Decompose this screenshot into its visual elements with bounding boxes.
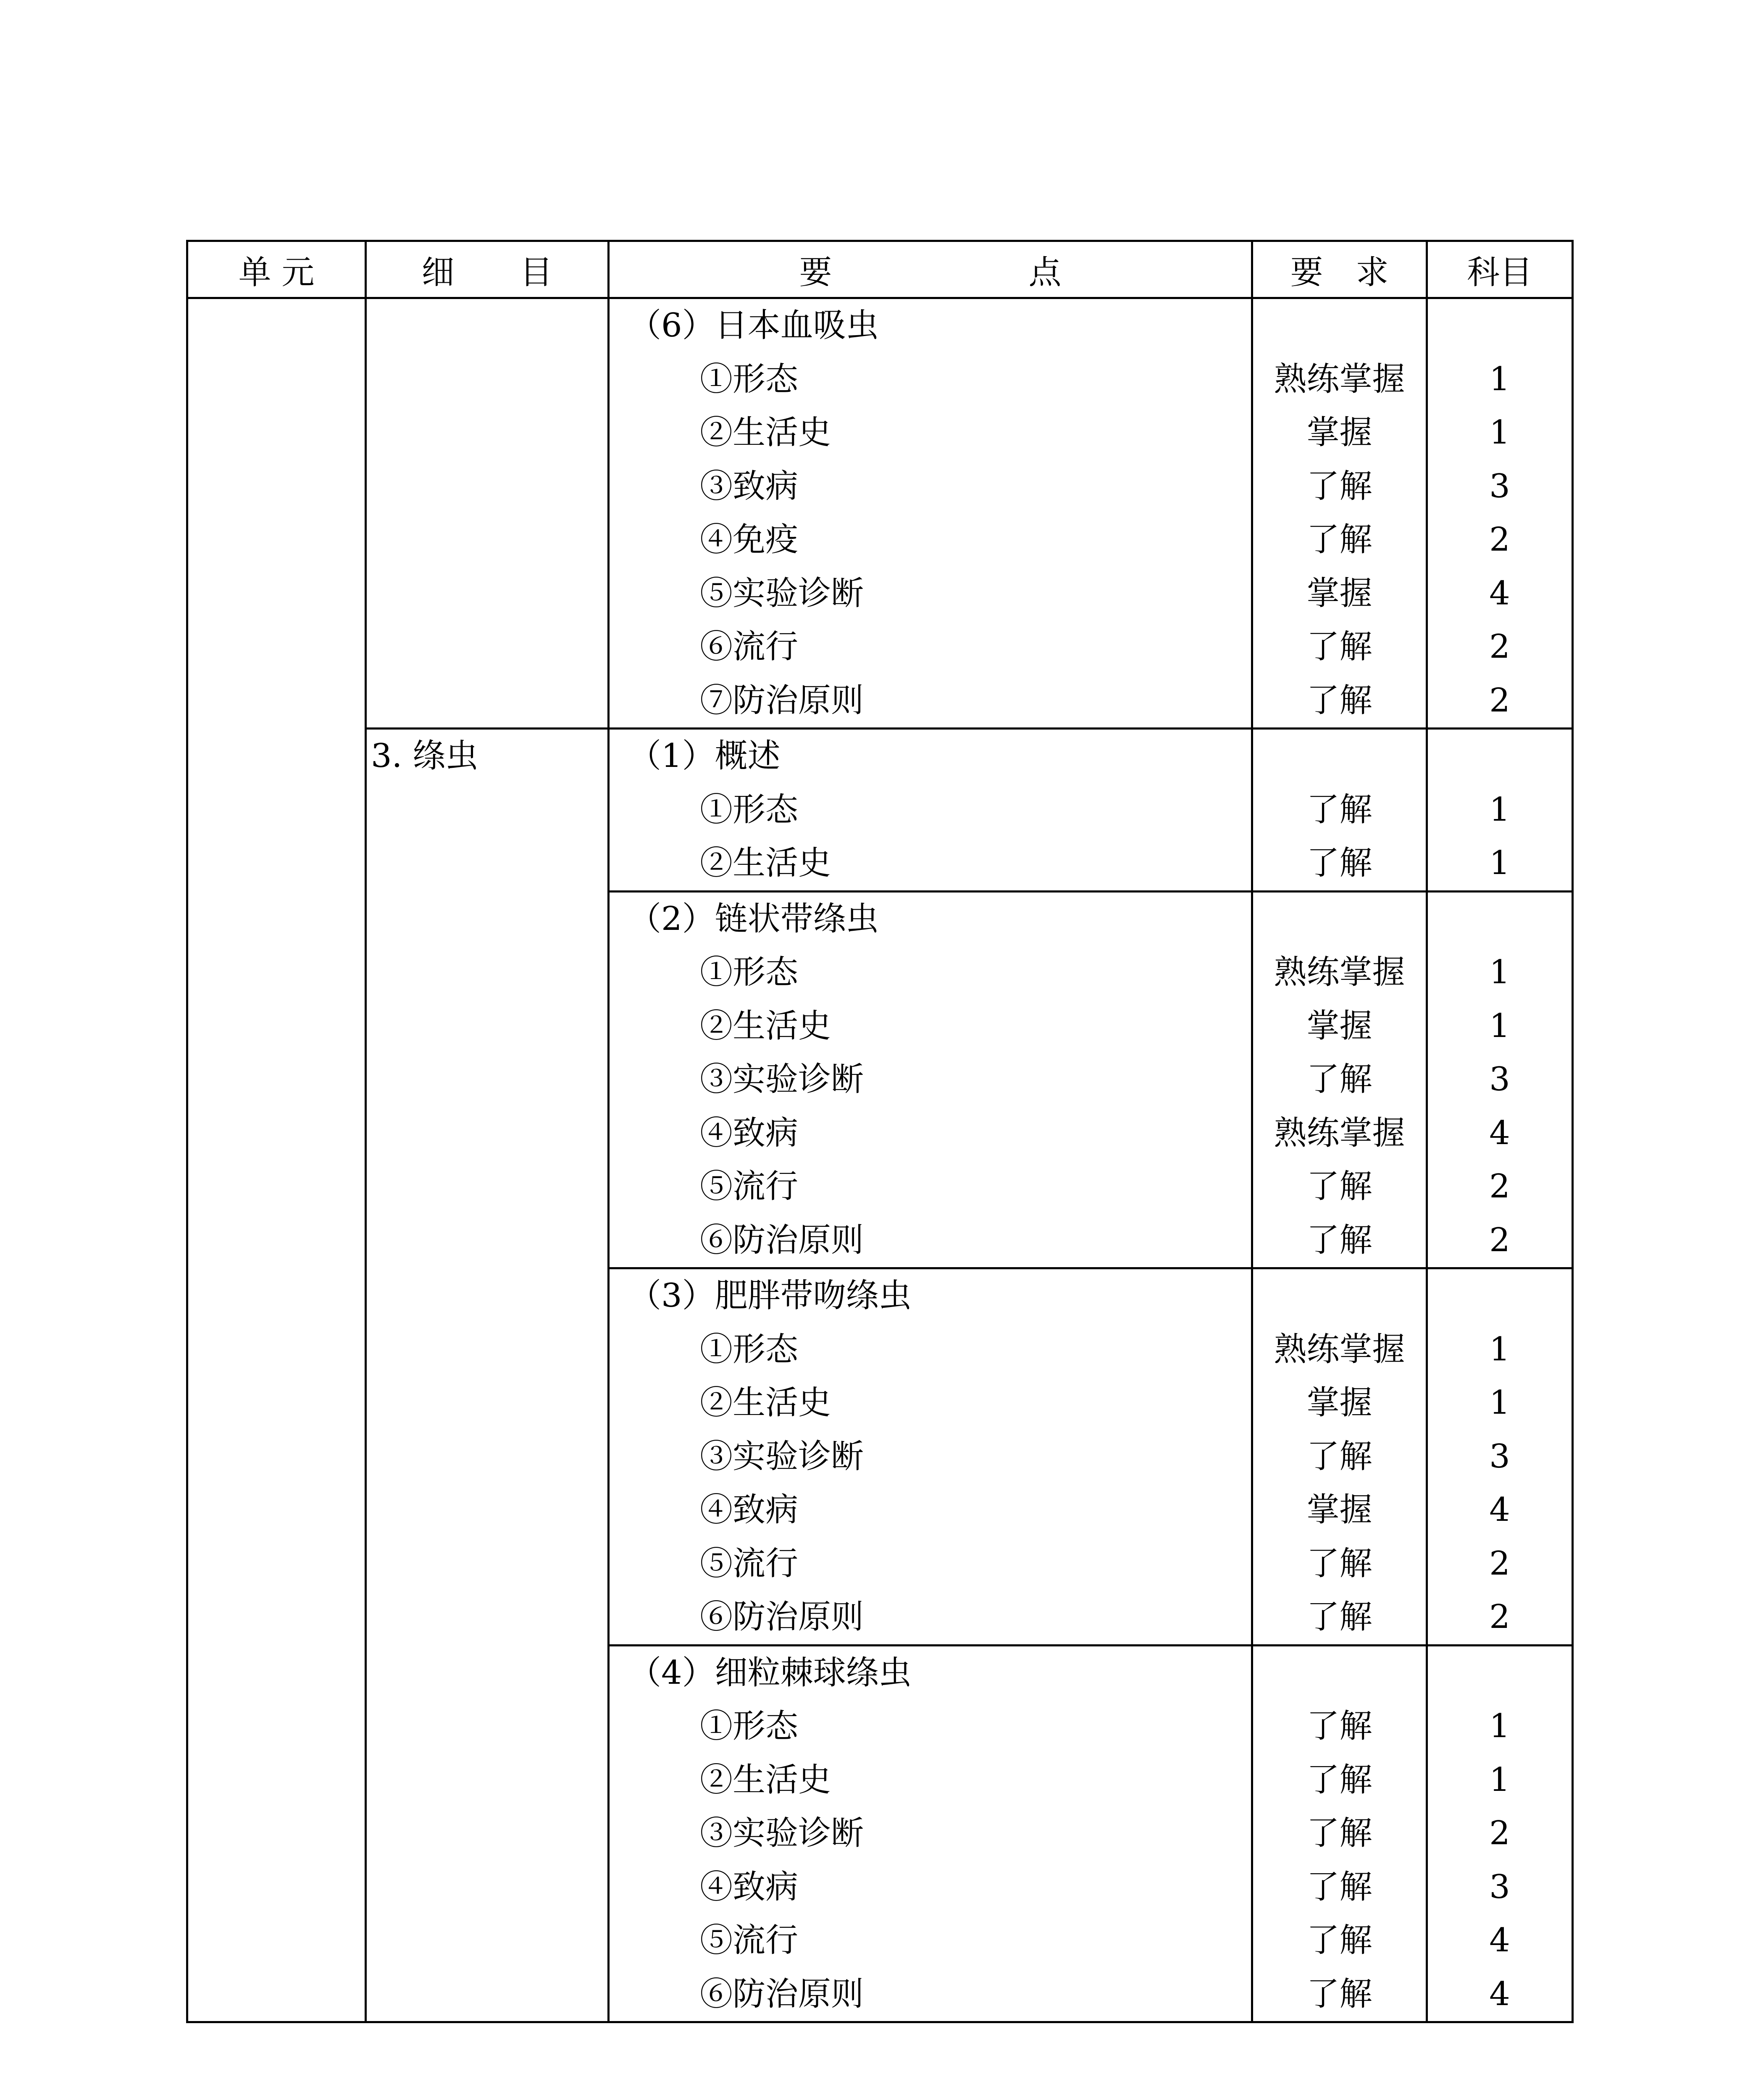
requirement-blank (1253, 730, 1426, 783)
requirement-cell (1252, 1268, 1427, 1646)
requirement-blank (1253, 892, 1426, 946)
point-item: ①形态 (700, 1707, 799, 1745)
requirement-value: 熟练掌握 (1274, 360, 1405, 398)
requirement-cell (1252, 298, 1427, 729)
requirement-cell (1252, 891, 1427, 1268)
points-cell (609, 1645, 1252, 2022)
point-item: ⑥防治原则 (700, 1975, 864, 2013)
header-subject: 科目 (1427, 241, 1573, 298)
requirement-value: 了解 (1306, 1598, 1372, 1636)
subject-blank (1428, 730, 1572, 783)
requirement-value: 掌握 (1306, 1007, 1372, 1045)
detail-cell (366, 298, 609, 729)
point-item: ②生活史 (700, 1761, 831, 1799)
requirement-value: 了解 (1306, 1707, 1372, 1745)
requirement-value: 了解 (1306, 1544, 1372, 1583)
requirement-cell (1252, 1645, 1427, 2022)
point-item: ④致病 (700, 1491, 799, 1529)
point-group-title: （3）肥胖带吻绦虫 (628, 1277, 912, 1315)
requirement-value: 了解 (1306, 628, 1372, 666)
subject-value: 1 (1489, 790, 1510, 829)
point-item: ②生活史 (700, 414, 831, 452)
header-requirement: 要 求 (1252, 241, 1427, 298)
subject-value: 2 (1489, 628, 1510, 666)
requirement-value: 掌握 (1306, 1384, 1372, 1422)
requirement-value: 了解 (1306, 1975, 1372, 2013)
subject-value: 1 (1489, 414, 1510, 452)
subject-blank (1428, 299, 1572, 353)
subject-blank (1428, 1646, 1572, 1700)
requirement-value: 熟练掌握 (1274, 953, 1405, 991)
requirement-value: 了解 (1306, 790, 1372, 829)
table-header-row (187, 241, 1573, 298)
point-group-title: （2）链状带绦虫 (628, 900, 879, 938)
requirement-value: 了解 (1306, 1221, 1372, 1259)
subject-value: 4 (1489, 1975, 1510, 2013)
point-item: ②生活史 (700, 1007, 831, 1045)
point-item: ⑤流行 (700, 1922, 799, 1959)
detail-label (367, 299, 607, 353)
requirement-value: 熟练掌握 (1274, 1330, 1405, 1368)
subject-cell (1427, 891, 1573, 1268)
point-item: ⑥防治原则 (700, 1221, 864, 1259)
subject-value: 4 (1489, 1491, 1510, 1529)
subject-value: 4 (1489, 1922, 1510, 1959)
point-group-title: （4）细粒棘球绦虫 (628, 1654, 912, 1692)
subject-value: 1 (1489, 1330, 1510, 1368)
subject-value: 2 (1489, 1544, 1510, 1583)
requirement-value: 了解 (1306, 1168, 1372, 1205)
header-points: 要 点 (609, 241, 1252, 298)
subject-cell (1427, 298, 1573, 729)
point-item: ③实验诊断 (700, 1437, 864, 1475)
table-body (187, 298, 1573, 2022)
table-row (187, 298, 1573, 729)
detail-cell (366, 729, 609, 2022)
point-item: ①形态 (700, 790, 799, 829)
subject-blank (1428, 1269, 1572, 1323)
requirement-blank (1253, 1646, 1426, 1700)
point-item: ①形态 (700, 1330, 799, 1368)
point-item: ⑥防治原则 (700, 1598, 864, 1636)
point-item: ④致病 (700, 1114, 799, 1152)
point-item: ①形态 (700, 953, 799, 991)
points-cell (609, 1268, 1252, 1646)
subject-value: 2 (1489, 681, 1510, 719)
requirement-value: 熟练掌握 (1274, 1114, 1405, 1152)
point-item: ③致病 (700, 467, 799, 505)
requirement-value: 了解 (1306, 844, 1372, 882)
requirement-value: 了解 (1306, 1060, 1372, 1098)
point-group-title: （6）日本血吸虫 (628, 307, 879, 344)
requirement-blank (1253, 299, 1426, 353)
requirement-cell (1252, 729, 1427, 892)
requirement-value: 了解 (1306, 1761, 1372, 1799)
points-cell (609, 891, 1252, 1268)
subject-value: 2 (1489, 521, 1510, 559)
subject-cell (1427, 1645, 1573, 2022)
subject-value: 4 (1489, 1114, 1510, 1152)
point-item: ③实验诊断 (700, 1814, 864, 1852)
subject-value: 2 (1489, 1814, 1510, 1852)
point-item: ②生活史 (700, 844, 831, 882)
point-item: ⑥流行 (700, 628, 799, 666)
subject-value: 1 (1489, 360, 1510, 398)
unit-cell (187, 298, 366, 2022)
subject-value: 1 (1489, 953, 1510, 991)
detail-label: 3. 绦虫 (371, 737, 478, 775)
point-item: ①形态 (700, 360, 799, 398)
requirement-value: 掌握 (1306, 1491, 1372, 1529)
requirement-value: 了解 (1306, 467, 1372, 505)
requirement-value: 了解 (1306, 521, 1372, 559)
subject-cell (1427, 729, 1573, 892)
points-cell (609, 298, 1252, 729)
requirement-value: 了解 (1306, 1437, 1372, 1475)
syllabus-table (186, 240, 1574, 2023)
subject-value: 1 (1489, 1707, 1510, 1745)
subject-value: 4 (1489, 574, 1510, 612)
requirement-value: 掌握 (1306, 414, 1372, 452)
subject-value: 2 (1489, 1598, 1510, 1636)
point-item: ②生活史 (700, 1384, 831, 1422)
requirement-blank (1253, 1269, 1426, 1323)
subject-value: 3 (1489, 467, 1510, 505)
requirement-value: 了解 (1306, 681, 1372, 719)
point-item: ⑦防治原则 (700, 681, 864, 719)
header-unit: 单 元 (187, 241, 366, 298)
subject-value: 1 (1489, 844, 1510, 882)
subject-cell (1427, 1268, 1573, 1646)
table-row (187, 729, 1573, 892)
point-item: ⑤实验诊断 (700, 574, 864, 612)
point-item: ⑤流行 (700, 1544, 799, 1583)
subject-value: 2 (1489, 1221, 1510, 1259)
point-item: ④致病 (700, 1868, 799, 1906)
subject-blank (1428, 892, 1572, 946)
requirement-value: 了解 (1306, 1922, 1372, 1959)
point-item: ④免疫 (700, 521, 799, 559)
subject-value: 1 (1489, 1007, 1510, 1045)
subject-value: 3 (1489, 1437, 1510, 1475)
requirement-value: 掌握 (1306, 574, 1372, 612)
point-item: ③实验诊断 (700, 1060, 864, 1098)
header-detail: 细 目 (366, 241, 609, 298)
point-group-title: （1）概述 (628, 737, 781, 775)
point-item: ⑤流行 (700, 1168, 799, 1205)
subject-value: 3 (1489, 1868, 1510, 1906)
points-cell (609, 729, 1252, 892)
subject-value: 1 (1489, 1384, 1510, 1422)
requirement-value: 了解 (1306, 1814, 1372, 1852)
requirement-value: 了解 (1306, 1868, 1372, 1906)
subject-value: 2 (1489, 1168, 1510, 1205)
subject-value: 1 (1489, 1761, 1510, 1799)
subject-value: 3 (1489, 1060, 1510, 1098)
